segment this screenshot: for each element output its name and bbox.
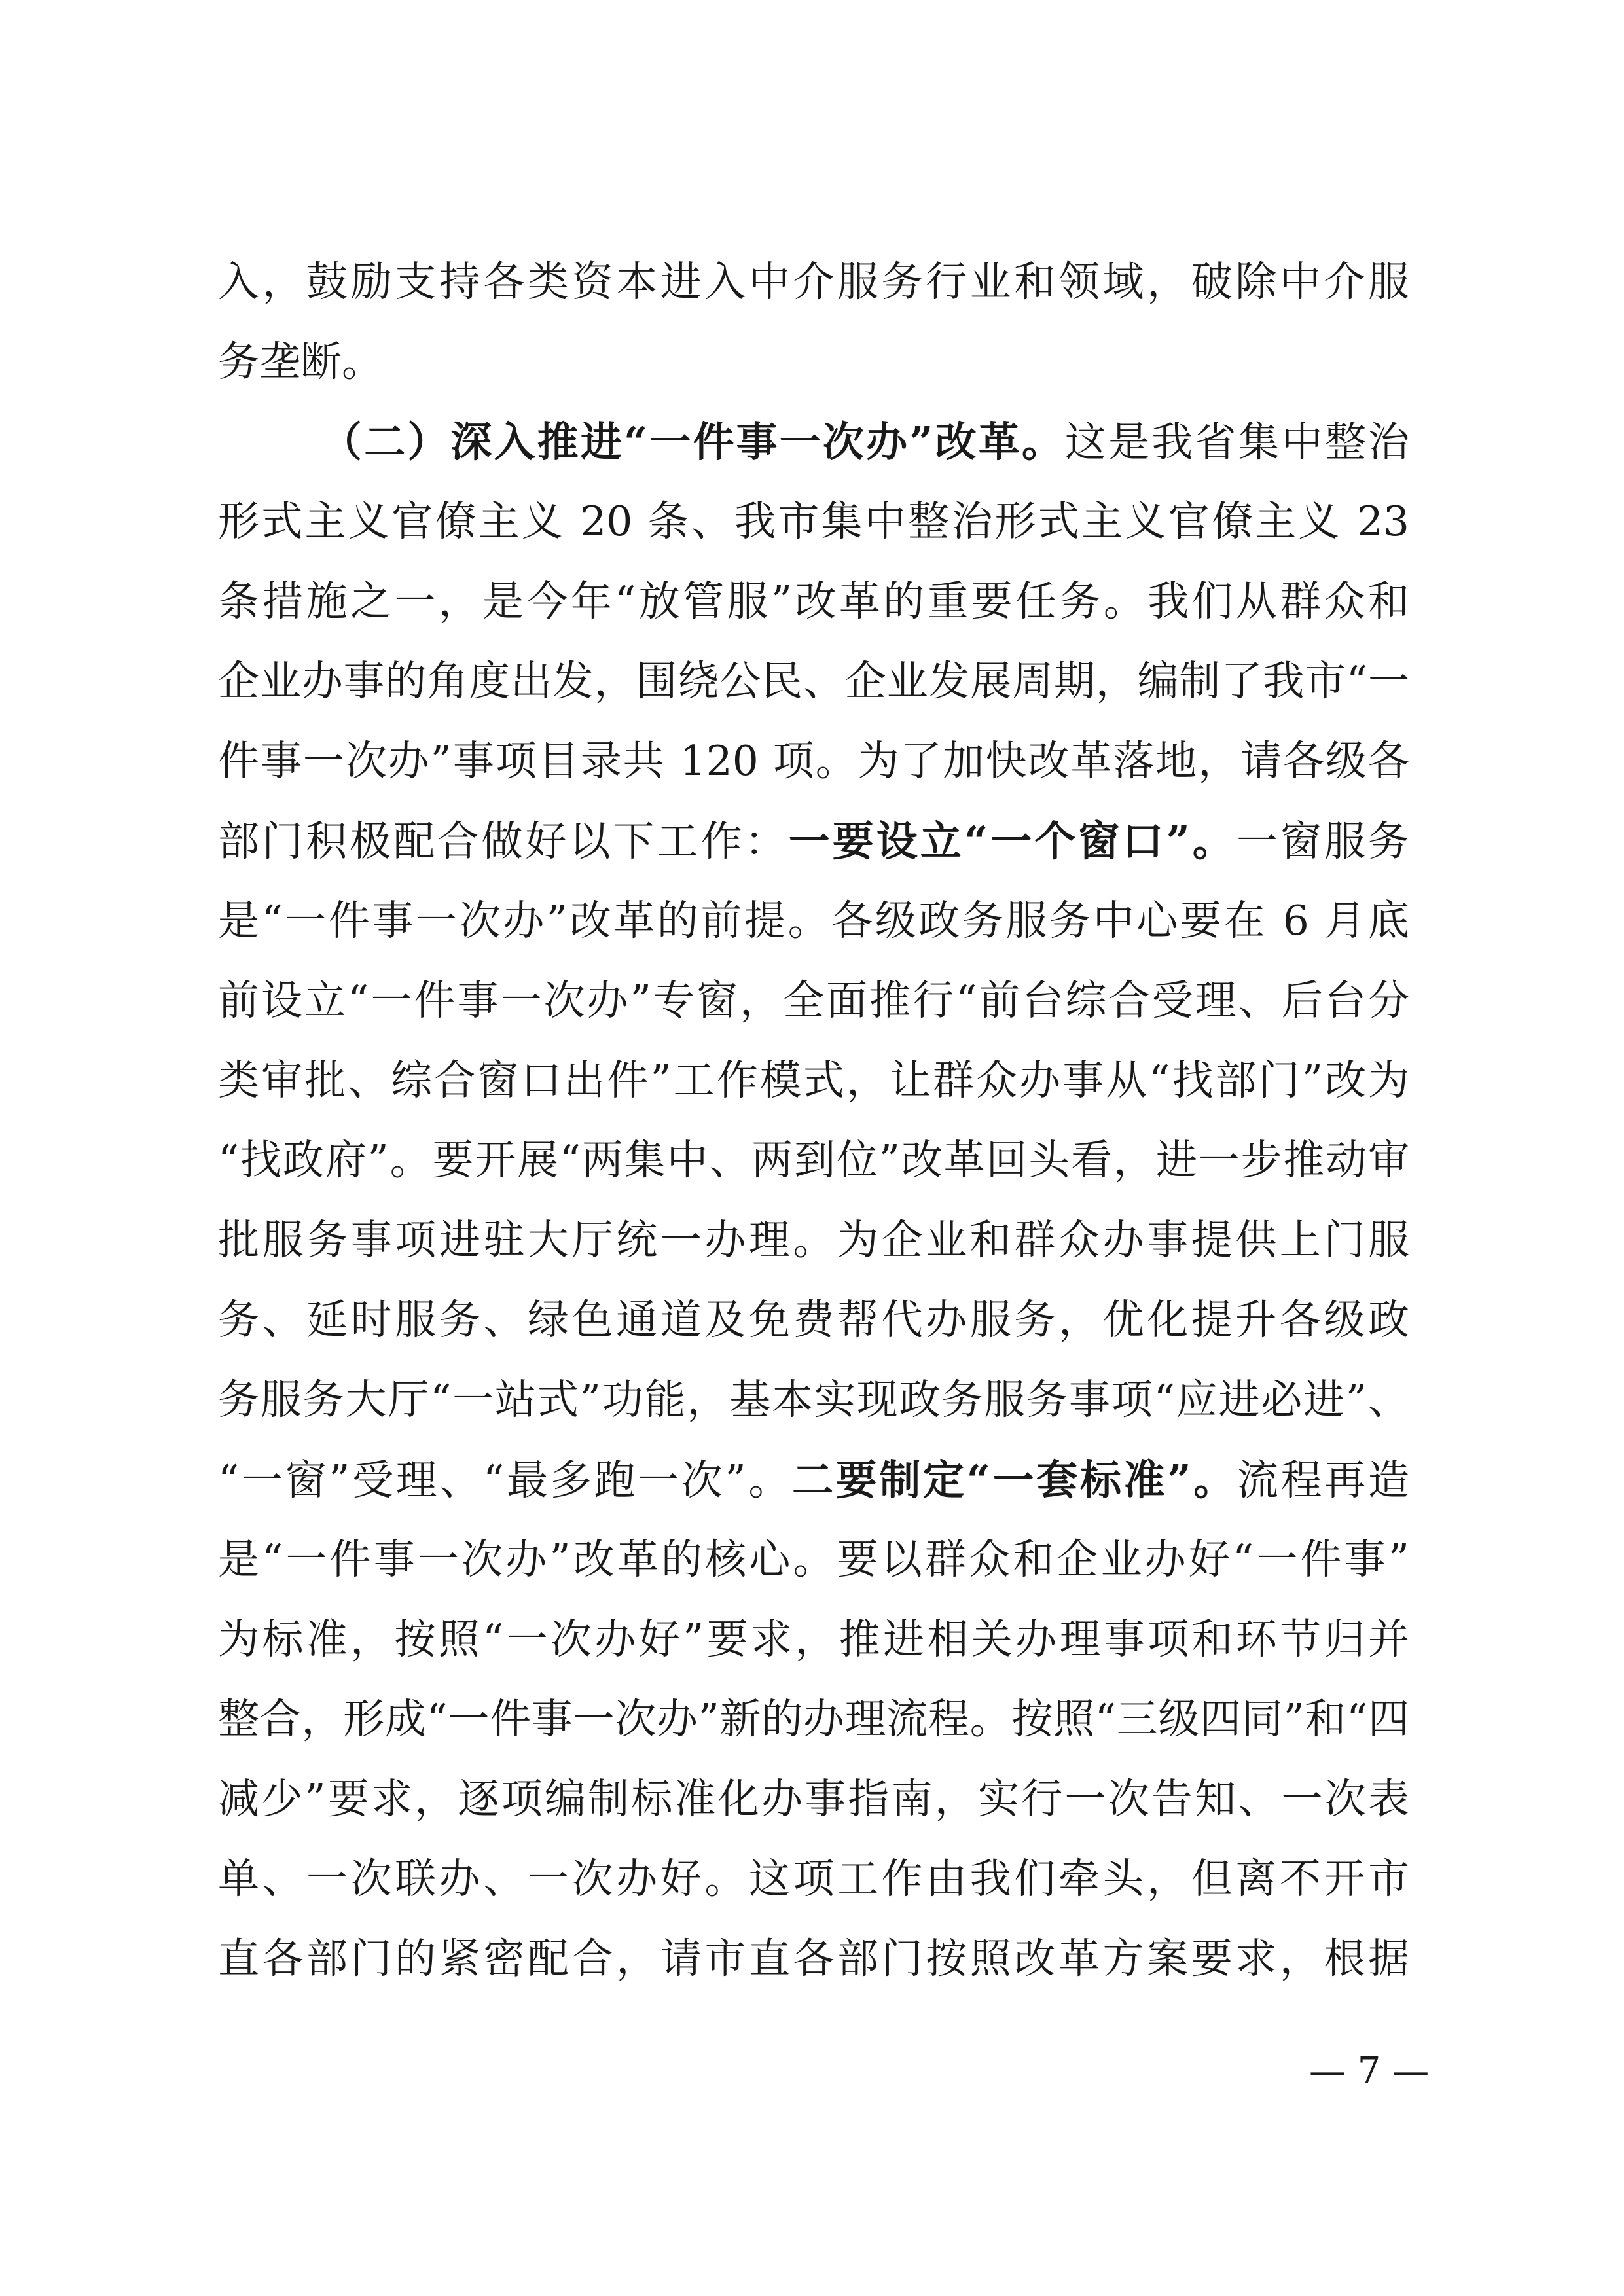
line-text: “找政府”。要开展“两集中、两到位”改革回头看，进一步推动审 (218, 1136, 1409, 1184)
line-text: 条措施之一，是今年“放管服”改革的重要任务。我们从群众和 (218, 577, 1409, 625)
line-text: 部门积极配合做好以下工作： (218, 817, 789, 865)
line-text: 入，鼓励支持各类资本进入中介服务行业和领域，破除中介服 (218, 258, 1409, 306)
line-text: 单、一次联办、一次办好。这项工作由我们牵头，但离不开市 (218, 1855, 1409, 1903)
paragraph-line (218, 559, 1409, 644)
paragraph-line (218, 639, 1409, 724)
paragraph-line (218, 240, 1409, 325)
emphasis-text: 一要设立“一个窗口”。 (788, 817, 1236, 865)
paragraph-line (218, 1437, 1409, 1522)
paragraph-line (218, 1916, 1409, 2001)
line-text: 是“一件事一次办”改革的前提。各级政务服务中心要在 6 月底 (218, 897, 1409, 944)
line-text: 为标准，按照“一次办好”要求，推进相关办理事项和环节归并 (218, 1615, 1409, 1663)
page-number: — 7 — (1309, 2050, 1430, 2092)
paragraph-line (218, 1278, 1409, 1363)
emphasis-text: 二要制定“一套标准”。 (792, 1456, 1237, 1504)
line-text: 减少”要求，逐项编制标准化办事指南，实行一次告知、一次表 (218, 1775, 1409, 1823)
line-text: 这是我省集中整治 (1065, 418, 1409, 466)
paragraph-line (321, 399, 1409, 484)
line-text: 形式主义官僚主义 20 条、我市集中整治形式主义官僚主义 23 (218, 497, 1409, 545)
paragraph-line (218, 479, 1409, 564)
paragraph-line (218, 1038, 1409, 1123)
line-text: 务、延时服务、绿色通道及免费帮代办服务，优化提升各级政 (218, 1296, 1409, 1344)
line-text: 前设立“一件事一次办”专窗，全面推行“前台综合受理、后台分 (218, 977, 1409, 1024)
line-text: 件事一次办”事项目录共 120 项。为了加快改革落地，请各级各 (218, 737, 1409, 785)
line-text: 流程再造 (1236, 1456, 1409, 1504)
paragraph-line (218, 1118, 1409, 1203)
paragraph-line (218, 1517, 1409, 1602)
line-text: 务垄断。 (218, 338, 383, 386)
line-text: 企业办事的角度出发，围绕公民、企业发展周期，编制了我市“一 (218, 657, 1409, 705)
line-text: “一窗”受理、“最多跑一次”。 (218, 1456, 793, 1504)
section-heading: （二）深入推进“一件事一次办”改革。 (321, 418, 1066, 466)
paragraph-line (218, 798, 1409, 884)
paragraph-line (218, 1597, 1409, 1682)
paragraph-line (218, 1837, 1409, 1922)
line-text: 整合，形成“一件事一次办”新的办理流程。按照“三级四同”和“四 (218, 1695, 1409, 1743)
line-text: 务服务大厅“一站式”功能，基本实现政务服务事项“应进必进”、 (218, 1376, 1409, 1424)
paragraph-line (218, 319, 1409, 404)
paragraph-line (218, 1757, 1409, 1842)
paragraph-line (218, 1357, 1409, 1443)
line-text: 一窗服务 (1236, 817, 1409, 865)
line-text: 是“一件事一次办”改革的核心。要以群众和企业办好“一件事” (218, 1535, 1409, 1583)
paragraph-line (218, 958, 1409, 1043)
line-text: 批服务事项进驻大厅统一办理。为企业和群众办事提供上门服 (218, 1216, 1409, 1264)
line-text: 类审批、综合窗口出件”工作模式，让群众办事从“找部门”改为 (218, 1056, 1409, 1104)
paragraph-line (218, 878, 1409, 963)
line-text: 直各部门的紧密配合，请市直各部门按照改革方案要求，根据 (218, 1935, 1409, 1982)
paragraph-line (218, 1677, 1409, 1762)
paragraph-line (218, 1198, 1409, 1283)
paragraph-line (218, 719, 1409, 804)
